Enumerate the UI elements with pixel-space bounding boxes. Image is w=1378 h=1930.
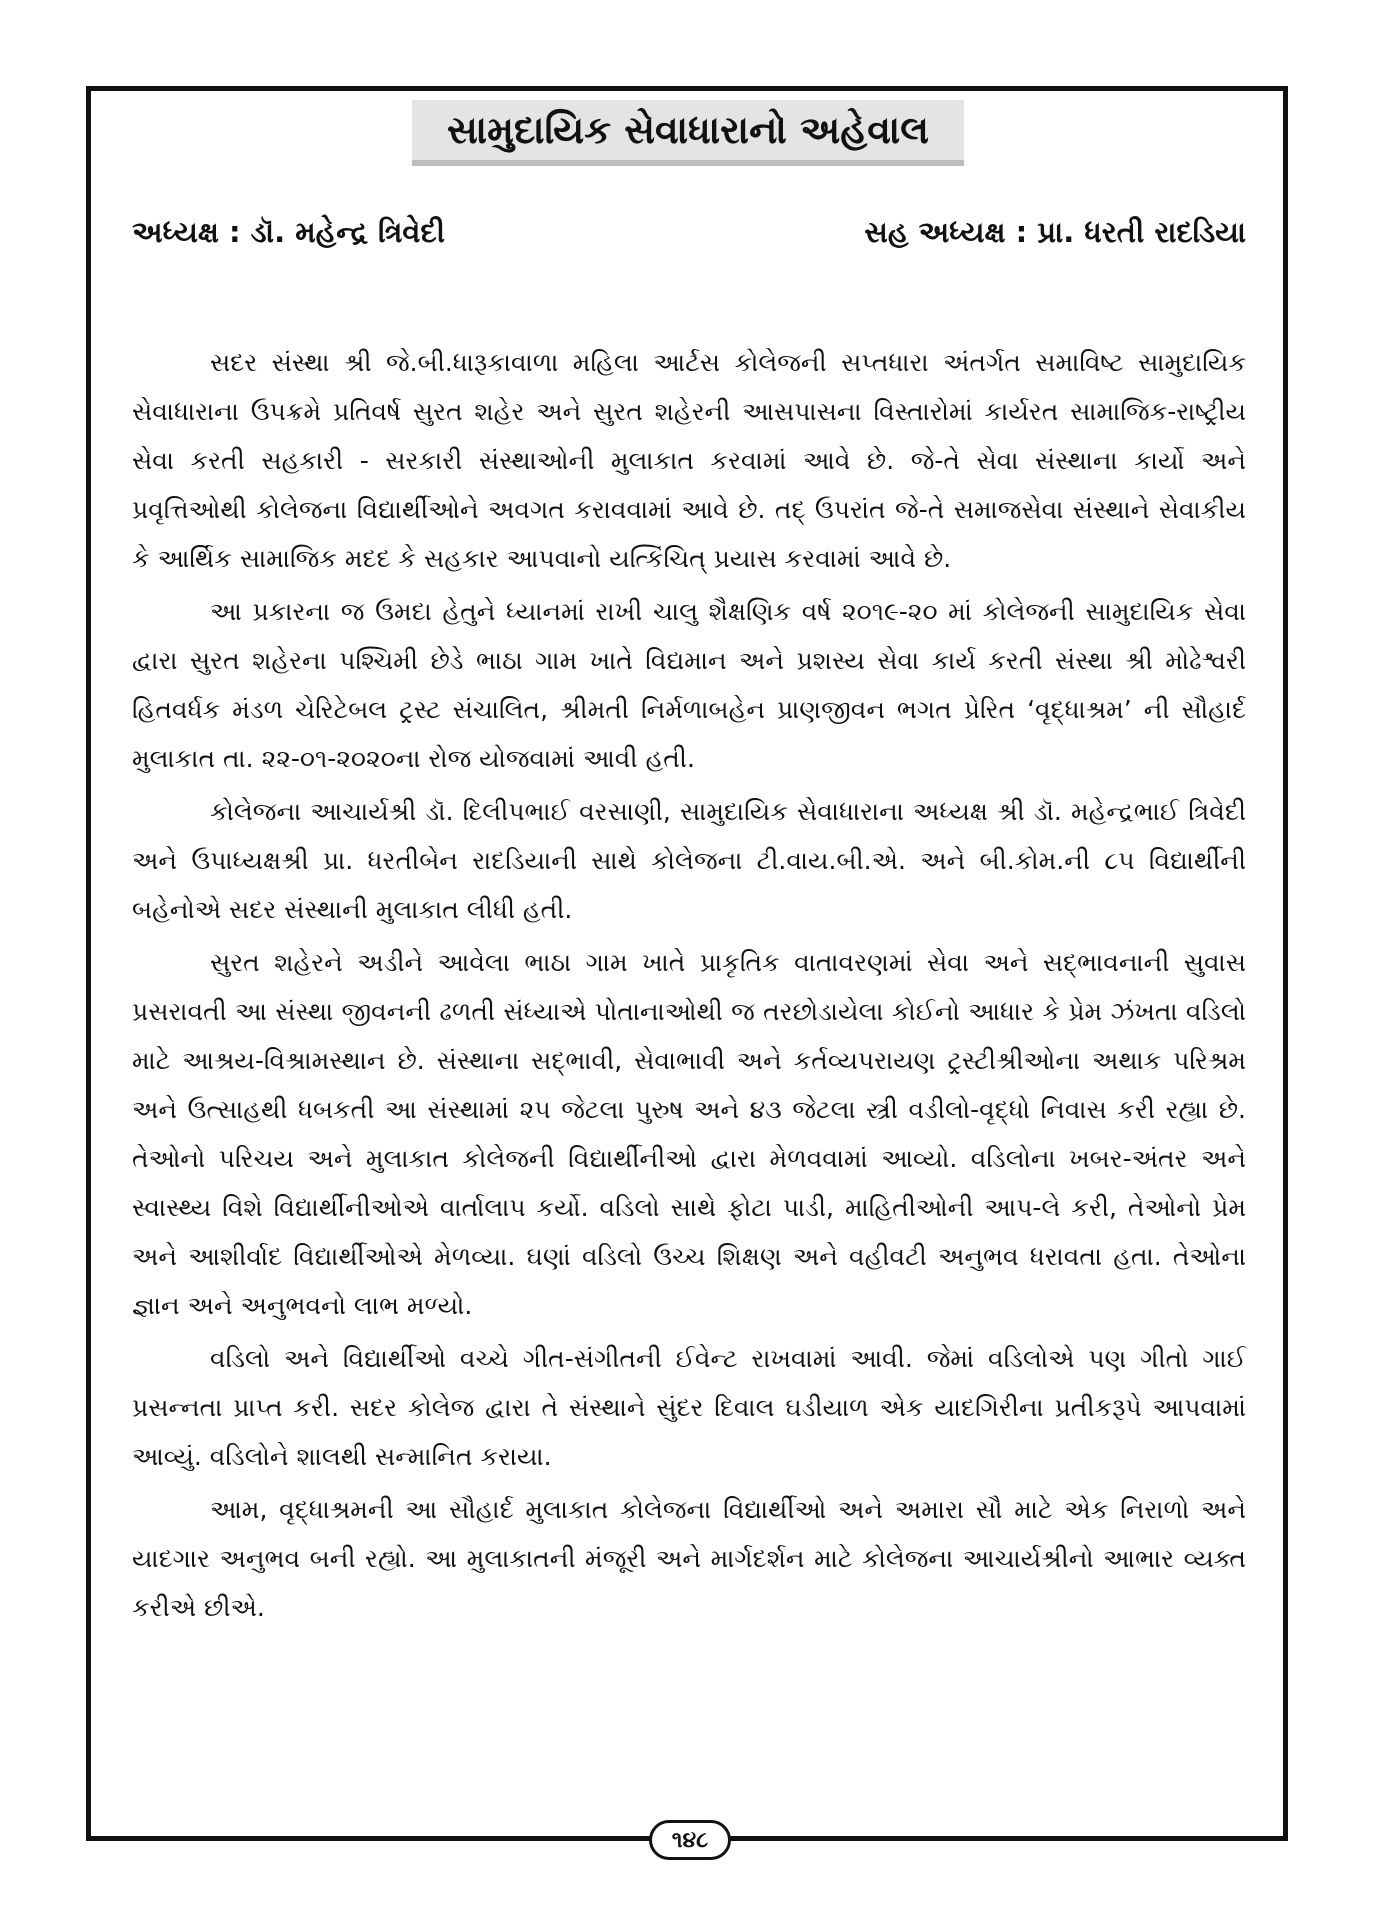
paragraph: વડિલો અને વિદ્યાર્થીઓ વચ્ચે ગીત-સંગીતની ઈવેન્ટ રાખવામાં આવી. જેમાં વડિલોએ પણ ગીતો ગાઈ પ્રસન્નતા પ્રાપ્ત કરી. સદર કોલેજ દ્વારા તે સંસ્થાને સુંદર દિવાલ ઘડીયાળ એક યાદગિરીના પ્રતીકરૂપે આપવામાં આવ્યું. વડિલોને શાલથી સન્માનિત કરાયા. bbox=[132, 1344, 1246, 1471]
co-chairperson: સહ અધ્યક્ષ : પ્રા. ધરતી રાદડિયા bbox=[864, 214, 1246, 249]
paragraph: સુરત શહેરને અડીને આવેલા ભાઠા ગામ ખાતે પ્રાકૃતિક વાતાવરણમાં સેવા અને સદ્ભાવનાની સુવાસ પ્રસરાવતી આ સંસ્થા જીવનની ઢળતી સંધ્યાએ પોતાનાઓથી જ તરછોડાયેલા કોઈનો આધાર કે પ્રેમ ઝંખતા વડિલો માટે આશ્રય-વિશ્રામસ્થાન છે. સંસ્થાના સદ્ભાવી, સેવાભાવી અને કર્તવ્યપરાયણ ટ્રસ્ટીશ્રીઓના અથાક પરિશ્રમ અને ઉત્સાહથી ધબકતી આ સંસ્થામાં ૨૫ જેટલા પુરુષ અને ૪૩ જેટલા સ્ત્રી વડીલો-વૃદ્ધો નિવાસ કરી રહ્યા છે. તેઓનો પરિચય અને મુલાકાત કોલેજની વિદ્યાર્થીનીઓ દ્વારા મેળવવામાં આવ્યો. વડિલોના ખબર-અંતર અને સ્વાસ્થ્ય વિશે વિદ્યાર્થીનીઓએ વાર્તાલાપ કર્યો. વડિલો સાથે ફોટા પાડી, માહિતીઓની આપ-લે કરી, તેઓનો પ્રેમ અને આશીર્વાદ વિદ્યાર્થીઓએ મેળવ્યા. ઘણાં વડિલો ઉચ્ચ શિક્ષણ અને વહીવટી અનુભવ ધરાવતા હતા. તેઓના જ્ઞાન અને અનુભવનો લાભ મળ્યો. bbox=[132, 948, 1246, 1320]
chair-row bbox=[132, 208, 1246, 256]
report-body bbox=[132, 338, 1246, 1636]
paragraph: કોલેજના આચાર્યશ્રી ડૉ. દિલીપભાઈ વરસાણી, સામુદાયિક સેવાધારાના અધ્યક્ષ શ્રી ડૉ. મહેન્દ્રભાઈ ત્રિવેદી અને ઉપાધ્યક્ષશ્રી પ્રા. ધરતીબેન રાદડિયાની સાથે કોલેજના ટી.વાય.બી.એ. અને બી.કોમ.ની ૮૫ વિદ્યાર્થીની બહેનોએ સદર સંસ્થાની મુલાકાત લીધી હતી. bbox=[132, 797, 1246, 924]
paragraph: આ પ્રકારના જ ઉમદા હેતુને ધ્યાનમાં રાખી ચાલુ શૈક્ષણિક વર્ષ ૨૦૧૯-૨૦ માં કોલેજની સામુદાયિક સેવા દ્વારા સુરત શહેરના પશ્ચિમી છેડે ભાઠા ગામ ખાતે વિદ્યમાન અને પ્રશસ્ય સેવા કાર્ય કરતી સંસ્થા શ્રી મોઢેશ્વરી હિતવર્ધક મંડળ ચેરિટેબલ ટ્રસ્ટ સંચાલિત, શ્રીમતી નિર્મળાબહેન પ્રાણજીવન ભગત પ્રેરિત ‘વૃદ્ધાશ્રમ’ ની સૌહાર્દ મુલાકાત તા. ૨૨-૦૧-૨૦૨૦ના રોજ યોજવામાં આવી હતી. bbox=[132, 597, 1246, 773]
paragraph: આમ, વૃદ્ધાશ્રમની આ સૌહાર્દ મુલાકાત કોલેજના વિદ્યાર્થીઓ અને અમારા સૌ માટે એક નિરાળો અને યાદગાર અનુભવ બની રહ્યો. આ મુલાકાતની મંજૂરી અને માર્ગદર્શન માટે કોલેજના આચાર્યશ્રીનો આભાર વ્યક્ત કરીએ છીએ. bbox=[132, 1495, 1246, 1622]
page-number: ૧૪૮ bbox=[649, 1820, 731, 1860]
title-banner bbox=[412, 100, 964, 166]
page-title: સામુદાયિક સેવાધારાનો અહેવાલ bbox=[447, 107, 929, 152]
chairperson: અધ્યક્ષ : ડૉ. મહેન્દ્ર ત્રિવેદી bbox=[132, 214, 446, 249]
paragraph: સદર સંસ્થા શ્રી જે.બી.ધારૂકાવાળા મહિલા આર્ટસ કોલેજની સપ્તધારા અંતર્ગત સમાવિષ્ટ સામુદાયિક સેવાધારાના ઉપક્રમે પ્રતિવર્ષ સુરત શહેર અને સુરત શહેરની આસપાસના વિસ્તારોમાં કાર્યરત સામાજિક-રાષ્ટ્રીય સેવા કરતી સહકારી - સરકારી સંસ્થાઓની મુલાકાત કરવામાં આવે છે. જે-તે સેવા સંસ્થાના કાર્યો અને પ્રવૃત્તિઓથી કોલેજના વિદ્યાર્થીઓને અવગત કરાવવામાં આવે છે. તદ્ ઉપરાંત જે-તે સમાજસેવા સંસ્થાને સેવાકીય કે આર્થિક સામાજિક મદદ કે સહકાર આપવાનો યત્કિંચિત્ પ્રયાસ કરવામાં આવે છે. bbox=[132, 348, 1246, 573]
